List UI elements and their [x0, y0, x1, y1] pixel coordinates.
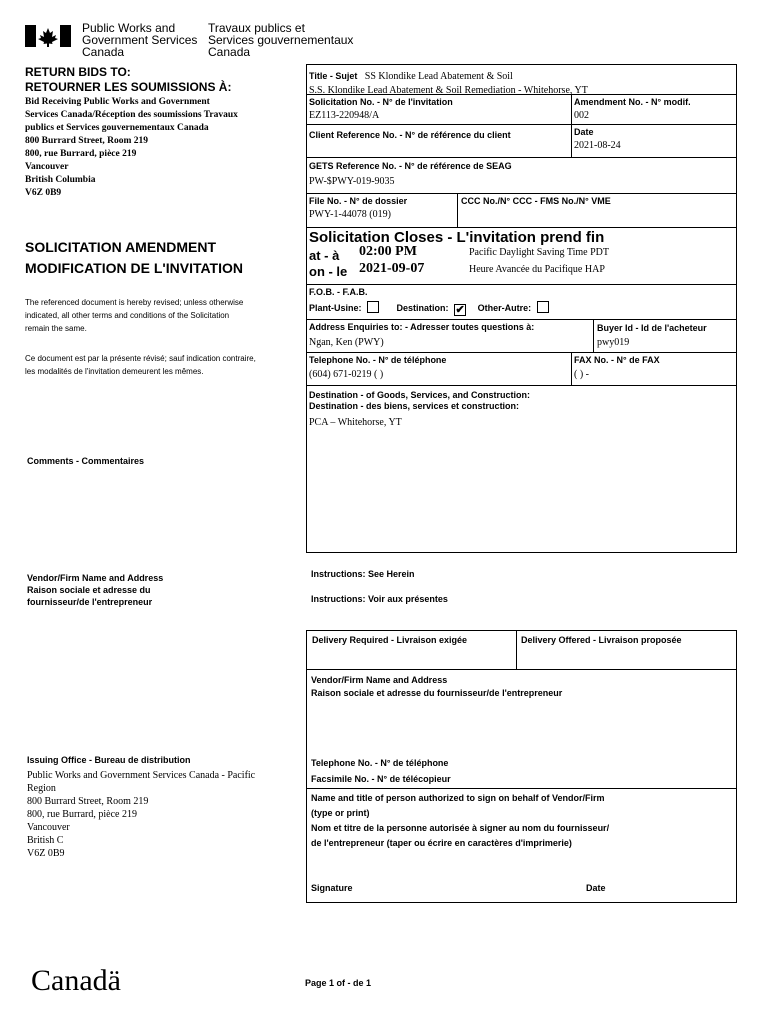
closing-on-label: on - le	[309, 264, 348, 279]
amendment-note-english: The referenced document is hereby revised; unless otherwise indicated, all other terms and conditions of the Solicitation remain the same.	[25, 298, 244, 333]
instructions-english: Instructions: See Herein	[311, 569, 415, 579]
closing-time: 02:00 PM	[359, 244, 417, 259]
issuing-office-address: Public Works and Government Services Canada - Pacific Region 800 Burrard Street, Room 219 800, rue Burrard, pièce 219 Vancouver British C V6Z 0B9	[27, 770, 256, 859]
solicitation-closes-title: Solicitation Closes - L'invitation prend fin	[309, 229, 605, 246]
authorized-person-label: Name and title of person authorized to sign on behalf of Vendor/Firm (type or print) Nom et titre de la personne autorisée à signer au nom du fournisseur/ de l'entrepreneur (taper ou écrire en caractères d'imprimerie)	[311, 793, 610, 848]
closing-date: 2021-09-07	[359, 261, 425, 276]
buyer-id-field: Buyer Id - Id de l'acheteur pwy019	[597, 323, 707, 348]
instructions-french: Instructions: Voir aux présentes	[311, 594, 448, 604]
vendor-name-address-label: Vendor/Firm Name and Address Raison sociale et adresse du fournisseur/de l'entrepreneur	[311, 675, 563, 698]
file-number-field: File No. - N° de dossier PWY-1-44078 (019)	[309, 196, 408, 220]
issuing-office-label: Issuing Office - Bureau de distribution	[27, 755, 191, 765]
date-field: Date 2021-08-24	[574, 127, 621, 151]
vendor-telephone-label: Telephone No. - N° de téléphone	[311, 758, 449, 768]
vendor-fax-label: Facsimile No. - N° de télécopieur	[311, 774, 451, 784]
destination-checkbox[interactable]: ✔	[455, 304, 465, 316]
timezone-english: Pacific Daylight Saving Time PDT	[469, 247, 609, 258]
amendment-title: SOLICITATION AMENDMENT MODIFICATION DE L'INVITATION	[25, 239, 243, 276]
amendment-note-french: Ce document est par la présente révisé; sauf indication contraire, les modalités de l'invitation demeurent les mêmes.	[25, 354, 256, 376]
page-number: Page 1 of - de 1	[305, 978, 372, 988]
ccc-number-label: CCC No./N° CCC - FMS No./N° VME	[461, 196, 611, 206]
plant-checkbox[interactable]	[367, 301, 379, 313]
fax-field: FAX No. - N° de FAX ( ) -	[574, 355, 660, 380]
telephone-field: Telephone No. - N° de téléphone (604) 671-0219 ( )	[309, 355, 447, 380]
title-field: Title - Sujet SS Klondike Lead Abatement & Soil S.S. Klondike Lead Abatement & Soil Remediation - Whitehorse, YT	[309, 71, 588, 96]
closing-at-label: at - à	[309, 248, 340, 263]
signature-label: Signature	[311, 883, 353, 893]
delivery-required-label: Delivery Required - Livraison exigée	[312, 635, 468, 645]
department-name-english: Public Works and Government Services Canada	[82, 21, 198, 59]
canada-wordmark: Canadä	[31, 964, 121, 997]
address-enquiries-field: Address Enquiries to: - Adresser toutes questions à: Ngan, Ken (PWY)	[309, 322, 535, 348]
vendor-label-left: Vendor/Firm Name and Address Raison sociale et adresse du fournisseur/de l'entrepreneur	[27, 573, 164, 607]
canada-flag-logo	[25, 25, 71, 47]
timezone-french: Heure Avancée du Pacifique HAP	[469, 264, 605, 275]
department-name-french: Travaux publics et Services gouvernementaux Canada	[208, 21, 354, 59]
delivery-offered-label: Delivery Offered - Livraison proposée	[521, 635, 682, 645]
comments-label: Comments - Commentaires	[27, 456, 145, 466]
gets-reference-field: GETS Reference No. - N° de référence de SEAG PW-$PWY-019-9035	[309, 161, 512, 187]
other-checkbox[interactable]	[537, 301, 549, 313]
solicitation-number-field: Solicitation No. - N° de l'invitation EZ113-220948/A	[309, 97, 453, 121]
return-bids-address: Bid Receiving Public Works and Government Services Canada/Réception des soumissions Travaux publics et Services gouvernementaux Canada 800 Burrard Street, Room 219 800, rue Burrard, pièce 219 Vancouver British Columbia V6Z 0B9	[25, 97, 238, 198]
signature-date-label: Date	[586, 883, 606, 893]
client-reference-label: Client Reference No. - N° de référence du client	[309, 130, 511, 140]
destination-goods-field: Destination - of Goods, Services, and Construction: Destination - des biens, services et construction: PCA – Whitehorse, YT	[309, 390, 531, 428]
fob-options: Plant-Usine: Destination: ✔ Other-Autre:	[309, 301, 552, 316]
return-bids-title: RETURN BIDS TO: RETOURNER LES SOUMISSIONS À:	[25, 65, 232, 94]
fob-label: F.O.B. - F.A.B.	[309, 287, 368, 297]
amendment-number-field: Amendment No. - N° modif. 002	[574, 97, 691, 121]
